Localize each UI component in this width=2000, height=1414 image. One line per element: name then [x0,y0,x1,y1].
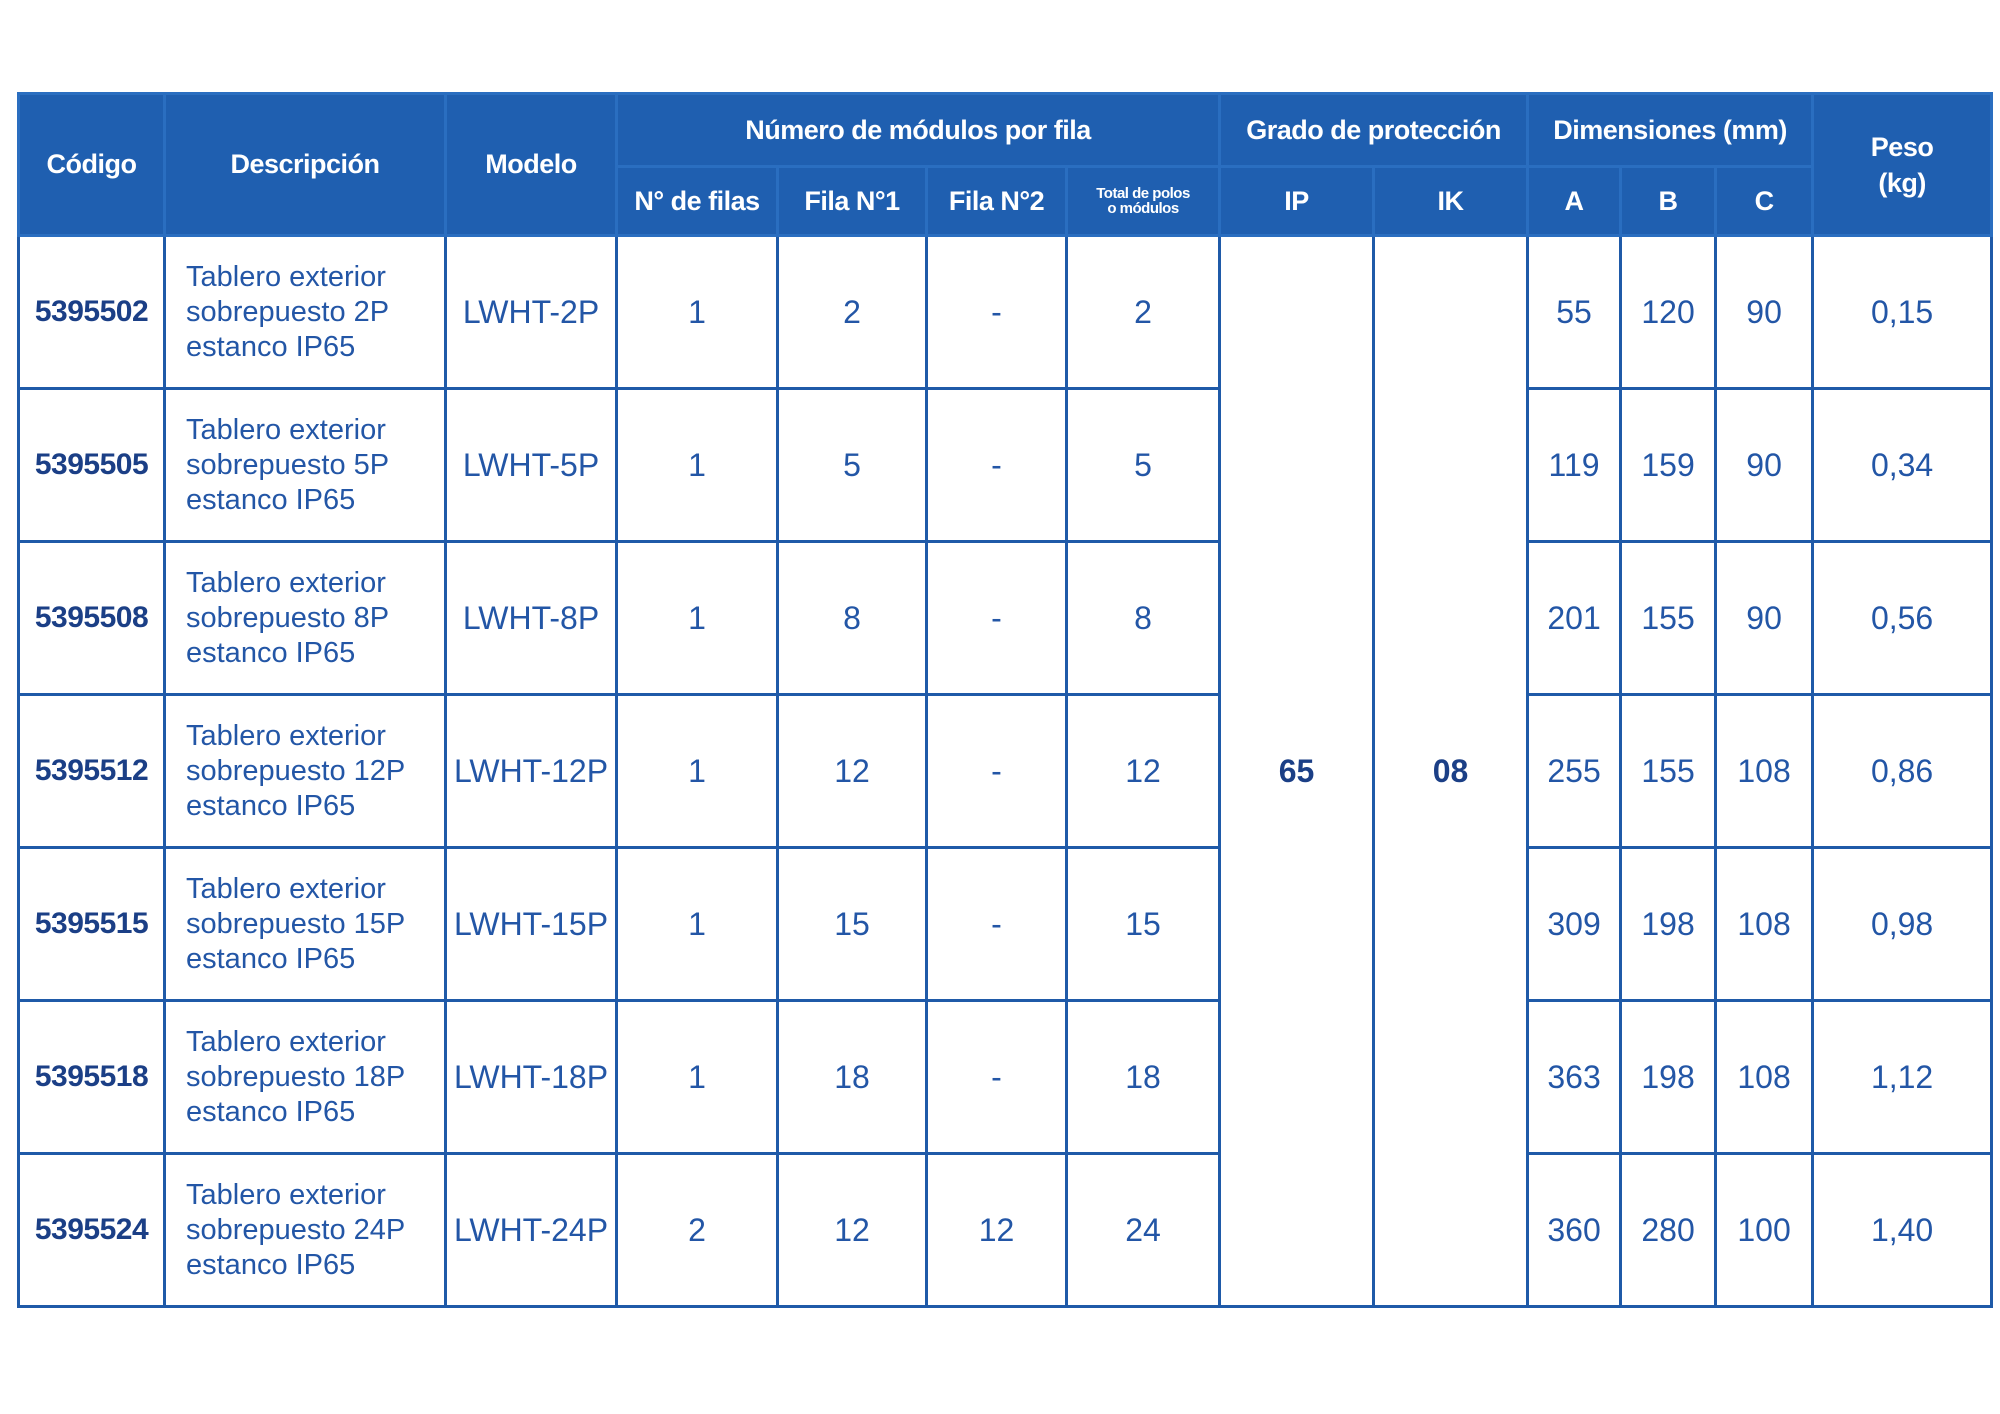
cell-dim-a: 201 [1528,542,1621,695]
header-modelo: Modelo [446,94,617,236]
cell-fila-1: 5 [778,389,927,542]
cell-dim-a: 55 [1528,236,1621,389]
desc-line: sobrepuesto 12P [186,754,406,787]
cell-n-filas: 1 [617,1001,778,1154]
desc-line: estanco IP65 [186,330,356,363]
cell-fila-1: 18 [778,1001,927,1154]
cell-dim-c: 108 [1716,1001,1813,1154]
cell-codigo: 5395518 [19,1001,165,1154]
cell-descripcion [165,695,446,848]
table-row [19,542,1992,695]
cell-peso: 0,86 [1813,695,1992,848]
cell-dim-c: 90 [1716,236,1813,389]
desc-line: sobrepuesto 24P [186,1213,406,1246]
cell-total: 18 [1067,1001,1220,1154]
cell-codigo: 5395524 [19,1154,165,1307]
desc-line: Tablero exterior [186,413,386,446]
cell-descripcion [165,1154,446,1307]
cell-fila-2: - [927,1001,1067,1154]
cell-total: 2 [1067,236,1220,389]
cell-peso: 1,12 [1813,1001,1992,1154]
desc-line: estanco IP65 [186,789,356,822]
cell-peso: 0,34 [1813,389,1992,542]
cell-fila-2: - [927,695,1067,848]
cell-modelo: LWHT-2P [446,236,617,389]
cell-dim-a: 255 [1528,695,1621,848]
cell-codigo: 5395512 [19,695,165,848]
desc-line: estanco IP65 [186,1248,356,1281]
table-row [19,236,1992,389]
cell-descripcion [165,848,446,1001]
cell-modelo: LWHT-18P [446,1001,617,1154]
cell-n-filas: 1 [617,542,778,695]
cell-n-filas: 1 [617,848,778,1001]
cell-modelo: LWHT-5P [446,389,617,542]
header-dim-c: C [1716,167,1813,236]
cell-descripcion [165,236,446,389]
cell-codigo: 5395515 [19,848,165,1001]
cell-codigo: 5395505 [19,389,165,542]
cell-ik-merged: 08 [1374,236,1528,1307]
header-n-filas: N° de filas [617,167,778,236]
cell-total: 8 [1067,542,1220,695]
desc-line: sobrepuesto 2P [186,295,390,328]
cell-n-filas: 1 [617,695,778,848]
header-codigo: Código [19,94,165,236]
product-spec-table [17,92,1993,1308]
header-dim-b: B [1621,167,1716,236]
header-total-line2: o módulos [1107,200,1179,217]
desc-line: Tablero exterior [186,1178,386,1211]
cell-fila-2: - [927,389,1067,542]
desc-line: estanco IP65 [186,942,356,975]
cell-total: 12 [1067,695,1220,848]
cell-fila-2: 12 [927,1154,1067,1307]
header-fila-2: Fila N°2 [927,167,1067,236]
cell-descripcion [165,389,446,542]
desc-line: sobrepuesto 8P [186,601,390,634]
header-dim-a: A [1528,167,1621,236]
cell-dim-a: 119 [1528,389,1621,542]
table-body [19,236,1992,1307]
cell-codigo: 5395502 [19,236,165,389]
cell-dim-b: 280 [1621,1154,1716,1307]
cell-fila-2: - [927,848,1067,1001]
header-total-polos [1067,167,1220,236]
cell-n-filas: 1 [617,236,778,389]
header-total-line1: Total de polos [1096,185,1190,202]
cell-peso: 1,40 [1813,1154,1992,1307]
cell-dim-c: 108 [1716,695,1813,848]
cell-ip-merged: 65 [1220,236,1374,1307]
table-row [19,389,1992,542]
cell-modelo: LWHT-24P [446,1154,617,1307]
desc-line: sobrepuesto 18P [186,1060,406,1093]
header-fila-1: Fila N°1 [778,167,927,236]
cell-dim-a: 363 [1528,1001,1621,1154]
cell-peso: 0,98 [1813,848,1992,1001]
desc-line: Tablero exterior [186,719,386,752]
cell-n-filas: 1 [617,389,778,542]
cell-fila-1: 12 [778,1154,927,1307]
cell-dim-a: 309 [1528,848,1621,1001]
desc-line: estanco IP65 [186,483,356,516]
desc-line: sobrepuesto 15P [186,907,406,940]
cell-codigo: 5395508 [19,542,165,695]
table-header [19,94,1992,236]
cell-fila-1: 2 [778,236,927,389]
table-row [19,695,1992,848]
cell-dim-c: 90 [1716,389,1813,542]
cell-fila-2: - [927,542,1067,695]
cell-modelo: LWHT-15P [446,848,617,1001]
cell-dim-b: 198 [1621,848,1716,1001]
header-descripcion: Descripción [165,94,446,236]
header-modulos-group: Número de módulos por fila [617,94,1220,167]
cell-dim-c: 100 [1716,1154,1813,1307]
cell-fila-1: 12 [778,695,927,848]
desc-line: estanco IP65 [186,636,356,669]
cell-dim-b: 120 [1621,236,1716,389]
cell-dim-b: 159 [1621,389,1716,542]
header-dimensiones-group: Dimensiones (mm) [1528,94,1813,167]
desc-line: estanco IP65 [186,1095,356,1128]
cell-modelo: LWHT-8P [446,542,617,695]
cell-total: 24 [1067,1154,1220,1307]
cell-total: 5 [1067,389,1220,542]
cell-modelo: LWHT-12P [446,695,617,848]
cell-dim-c: 108 [1716,848,1813,1001]
table-row [19,1001,1992,1154]
cell-n-filas: 2 [617,1154,778,1307]
cell-dim-c: 90 [1716,542,1813,695]
cell-dim-a: 360 [1528,1154,1621,1307]
cell-fila-2: - [927,236,1067,389]
cell-fila-1: 15 [778,848,927,1001]
cell-peso: 0,15 [1813,236,1992,389]
header-peso: Peso (kg) [1813,94,1992,236]
cell-fila-1: 8 [778,542,927,695]
cell-dim-b: 155 [1621,542,1716,695]
cell-peso: 0,56 [1813,542,1992,695]
cell-dim-b: 198 [1621,1001,1716,1154]
header-ik: IK [1374,167,1528,236]
cell-total: 15 [1067,848,1220,1001]
desc-line: sobrepuesto 5P [186,448,390,481]
desc-line: Tablero exterior [186,872,386,905]
desc-line: Tablero exterior [186,260,386,293]
table-row [19,1154,1992,1307]
cell-dim-b: 155 [1621,695,1716,848]
desc-line: Tablero exterior [186,566,386,599]
header-proteccion-group: Grado de protección [1220,94,1528,167]
cell-descripcion [165,1001,446,1154]
header-ip: IP [1220,167,1374,236]
table-row [19,848,1992,1001]
cell-descripcion [165,542,446,695]
desc-line: Tablero exterior [186,1025,386,1058]
